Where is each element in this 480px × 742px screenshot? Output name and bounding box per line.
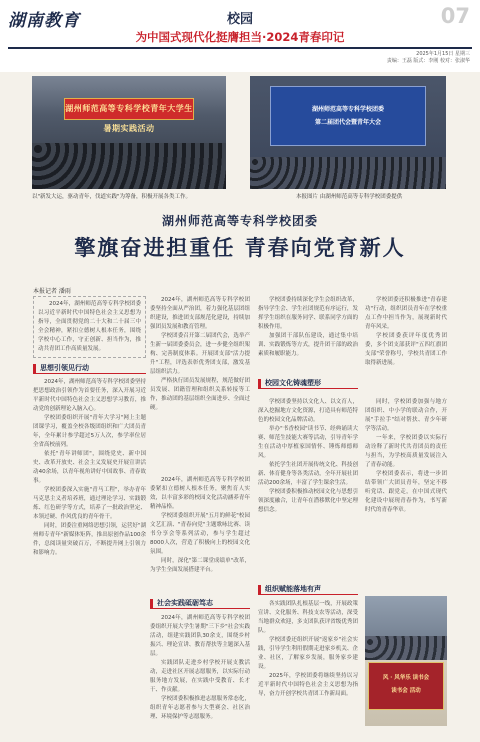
paragraph: 举办"书香校园"读书节、经典诵读大赛、师范生技能大赛等活动，引导青年学生在活动中厚植家国情怀、锤炼师德师风。 (258, 426, 358, 459)
article-column (258, 398, 358, 574)
paragraph: 各实践团队扎根基层一线，开展政策宣讲、文化服务、科技支农等活动，深受当地群众欢迎，多支团队获评省级优秀团队。 (258, 601, 358, 634)
paragraph: 学校团委持续深化学生会组织改革，指导学生会、学生社团规范有序运行，发挥学生组织在服务同学、联系同学方面的积极作用。 (258, 297, 358, 330)
paragraph: 2024年，湖州师范高等专科学校团委坚持全面从严治团，着力强化基层团组织建设，推进团支部规范化建设，持续加强团员发展和教育管理。 (150, 297, 250, 330)
issue-date: 2025年1月15日 星期三 (416, 51, 470, 57)
article-column (150, 614, 250, 726)
paragraph: 2024年，湖州师范高等专科学校团委组织开展大学生暑期"三下乡"社会实践活动，组建实践团队30余支，围绕乡村振兴、理论宣讲、教育帮扶等主题深入基层。 (150, 615, 250, 657)
section-heading-practice (150, 598, 250, 609)
newspaper-masthead: 湖南教育 (8, 11, 80, 31)
section-subtitle: 为中国式现代化挺膺担当·2024青春印记 (135, 30, 345, 44)
paragraph: 学校团委积极推进志愿服务常态化，组织青年志愿者参与大型赛会、社区治理、环境保护等志愿服务。 (150, 696, 250, 720)
paragraph: 学校团委组织开展"五月的鲜花"校园文艺汇演、"青春向党"主题歌咏比赛、读书分享会等系列活动，参与学生超过8000人次，营造了积极向上的校园文化氛围。 (150, 513, 250, 555)
lead-paragraph: 2024年，湖州师范高等专科学校团委以习近平新时代中国特色社会主义思想为指导，全面贯彻党的二十大和二十届三中全会精神，紧扣立德树人根本任务，围绕学校中心工作，守正创新、担当作为，推动共青团工作高质量发展。 (38, 301, 141, 352)
screen-text-line2: 第二届团代会暨青年大会 (314, 119, 381, 126)
section-heading-culture (258, 378, 358, 389)
paragraph: 2025年，学校团委将继续坚持以习近平新时代中国特色社会主义思想为指导，奋力开创学校共青团工作新局面。 (258, 673, 358, 697)
photo-crowd (32, 143, 226, 189)
photo-caption-right: 本报图片 由湖州师范高等专科学校团委提供 (296, 194, 403, 200)
paragraph: 学校团委还积极推进"青春建功"行动，组织团员青年在学校重点工作中担当作为，展现新时代青年风采。 (365, 297, 447, 330)
section-heading-text: 思想引领见行动 (40, 364, 89, 372)
section-heading-org (258, 584, 358, 595)
paragraph: 同时，团委注重网络思想引领，运营好"湖州师专青年"新媒体矩阵，推出原创作品100余件，总阅读量突破百万，不断提升网上引领力和影响力。 (33, 523, 146, 556)
article-byline: 本报记者 潘雨 (33, 288, 71, 295)
article-headline: 擎旗奋进担重任 青春向党育新人 (74, 236, 406, 260)
paragraph: 2024年，湖州师范高等专科学校团委紧扣立德树人根本任务，聚焦育人实效，以丰富多彩的校园文化活动涵养青年精神品格。 (150, 477, 250, 510)
paragraph: 严格执行团员发展规程，规范做好团员发展、团籍管理和组织关系转接等工作，推动团的基层组织全面进步、全面过硬。 (150, 378, 250, 411)
paragraph: 2024年，湖州师范高等专科学校团委坚持把思想政治引领作为首要任务，深入开展习近平新时代中国特色社会主义思想学习教育，推动党的创新理论入脑入心。 (33, 379, 146, 412)
photo-summer-practice (32, 76, 226, 189)
board-text-line1: 风 · 风华乐 读书会 (382, 675, 430, 681)
paragraph: 学校团委深入实施"青马工程"，举办青年马克思主义者培养班，通过理论学习、实践锻炼、红色研学等方式，培养了一批政治坚定、本领过硬、作风优良的青年骨干。 (33, 487, 146, 520)
article-column (150, 296, 250, 454)
article-column (365, 296, 447, 392)
article-column (33, 378, 146, 726)
paragraph: 学校团委坚持以文化人、以文育人，深入挖掘地方文化资源，打造具有师范特色的校园文化品牌活动。 (258, 399, 358, 423)
article-column (365, 398, 447, 578)
paragraph: 同时，深化"第二课堂成绩单"改革，为学生全面发展搭建平台。 (150, 558, 250, 573)
photo-board (368, 662, 444, 710)
article-column (150, 476, 250, 578)
section-heading-text: 社会实践砥砺笃志 (157, 599, 213, 607)
paragraph: 学校团委召开第二届团代会，选举产生新一届团委委员会，进一步健全组织架构、完善制度体系。开展团支部"活力提升"工程，评选表彰优秀团支部，激发基层组织活力。 (150, 333, 250, 375)
page-header (0, 0, 480, 72)
paragraph: 实践团队走进乡村学校开展支教活动，走进社区开展志愿服务，以实际行动服务地方发展，在实践中受教育、长才干、作贡献。 (150, 660, 250, 693)
photo-caption-left: 以"新发大运，驱动青年，伐道实践"为筹备，积极开展各类工作。 (32, 194, 192, 200)
paragraph: 学校团委积极推动校园文化与思想引领深度融合，让青年在潜移默化中坚定理想信念。 (258, 489, 358, 513)
section-marker (150, 599, 153, 608)
section-marker (258, 379, 261, 388)
photo-stage-screen (270, 86, 426, 146)
paragraph: 学校团委还组织开展"返家乡"社会实践，引导学生利用假期走进家乡机关、企业、社区，了解家乡发展，服务家乡建设。 (258, 637, 358, 670)
section-title: 校园 (226, 12, 253, 27)
paragraph: 加强团干部队伍建设，通过集中培训、实践锻炼等方式，提升团干部的政治素质和履职能力。 (258, 333, 358, 357)
photo-banner (64, 98, 194, 133)
paragraph: 同时，学校团委加强与地方团组织、中小学的联动合作，开展"手拉手"结对帮扶、青少年研学等活动。 (365, 399, 447, 432)
screen-text-line1: 湖州师范高等专科学校团委 (311, 106, 384, 113)
section-heading-text: 组织赋能落地有声 (265, 585, 321, 593)
page-number: 07 (440, 4, 470, 28)
paragraph: 依托"青年讲师团"，围绕党史、新中国史、改革开放史、社会主义发展史开展宣讲活动40余场，以青年视角讲好中国故事、青春故事。 (33, 451, 146, 484)
header-divider (8, 47, 472, 49)
paragraph: 学校团委获评年度优秀团委，多个团支部获评"五四红旗团支部"荣誉称号，学校共青团工作取得新进展。 (365, 333, 447, 366)
board-text-line2: 读书会 活动 (391, 688, 421, 694)
section-marker (33, 364, 36, 373)
photo-participants (365, 636, 447, 660)
article-lead (33, 296, 146, 358)
editor-credits: 责编：王磊 版式：李刚 校对：张淑华 (386, 58, 470, 64)
section-heading-text: 校园文化铸魂塑形 (265, 379, 321, 387)
article-kicker: 湖州师范高等专科学校团委 (161, 214, 318, 228)
section-heading-thought (33, 363, 146, 374)
article-column (258, 296, 358, 370)
photo-audience (250, 157, 446, 189)
photo-reading-club (365, 596, 447, 726)
article-column (258, 600, 358, 724)
photo-banner-text: 湖州师范高等专科学校青年大学生暑期实践活动 (65, 104, 193, 133)
paragraph: 一年来，学校团委以实际行动诠释了新时代共青团员的责任与担当，为学校高质量发展注入了青春动能。 (365, 435, 447, 468)
paragraph: 学校团委表示，将进一步团结带领广大团员青年，坚定不移听党话、跟党走，在中国式现代化建设中展现青春作为，书写新时代的青春华章。 (365, 471, 447, 513)
paragraph: 学校团委组织开展"青年大学习"网上主题团课学习，覆盖全校各级团组织和广大团员青年，全年累计参学超过5万人次，参学率位居全省高校前列。 (33, 415, 146, 448)
paragraph: 依托学生社团开展传统文化、科技创新、体育健身等各类活动，全年开展社团活动200余场，丰富了学生课余生活。 (258, 462, 358, 486)
photo-league-congress (250, 76, 446, 189)
section-marker (258, 585, 261, 594)
